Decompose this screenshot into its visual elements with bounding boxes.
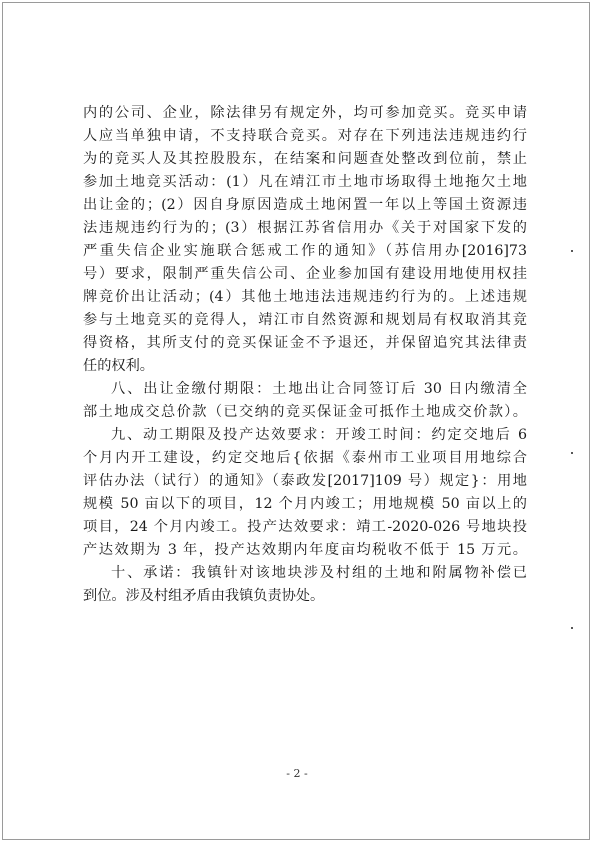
text-line: 参与土地竞买的竞得人，靖江市自然资源和规划局有权取消其竞 xyxy=(83,312,527,328)
text-line: 人应当单独申请，不支持联合竞买。对存在下列违法违规违约行 xyxy=(83,128,527,144)
text-line: 参加土地竞买活动：(1）凡在靖江市土地市场取得土地拖欠土地 xyxy=(83,174,527,190)
text-line: 部土地成交总价款（已交纳的竞买保证金可抵作土地成交价款）。 xyxy=(83,404,527,420)
text-line: 规模 50 亩以下的项目，12 个月内竣工；用地规模 50 亩以上的 xyxy=(83,496,527,512)
scan-speck xyxy=(571,627,573,629)
text-line: 评估办法（试行）的通知》（泰政发[2017]109 号）规定}：用地 xyxy=(83,473,527,489)
text-line: 出让金的；(2）因自身原因造成土地闲置一年以上等国土资源违 xyxy=(83,197,527,213)
text-line: 号）要求，限制严重失信公司、企业参加国有建设用地使用权挂 xyxy=(83,266,527,282)
section-10-heading-line: 十、承诺：我镇针对该地块涉及村组的土地和附属物补偿已 xyxy=(111,565,527,581)
text-line: 法违规违约行为的；(3）根据江苏省信用办《关于对国家下发的 xyxy=(83,220,527,236)
text-line: 个月内开工建设，约定交地后{依据《泰州市工业项目用地综合 xyxy=(83,450,527,466)
section-8-heading-line: 八、出让金缴付期限：土地出让合同签订后 30 日内缴清全 xyxy=(111,381,527,397)
scan-speck xyxy=(571,250,573,252)
page-number: - 2 - xyxy=(286,767,308,780)
text-line: 内的公司、企业，除法律另有规定外，均可参加竞买。竞买申请 xyxy=(83,105,527,121)
section-9-heading-line: 九、动工期限及投产达效要求：开竣工时间：约定交地后 6 xyxy=(111,427,527,443)
document-body xyxy=(83,102,527,608)
text-line: 严重失信企业实施联合惩戒工作的通知》（苏信用办[2016]73 xyxy=(83,243,527,259)
text-line: 为的竞买人及其控股股东，在结案和问题查处整改到位前，禁止 xyxy=(83,151,527,167)
text-line: 得资格，其所支付的竞买保证金不予退还，并保留追究其法律责 xyxy=(83,335,527,351)
text-line: 任的权利。 xyxy=(83,358,154,374)
scan-speck xyxy=(571,452,573,454)
text-line: 到位。涉及村组矛盾由我镇负责协处。 xyxy=(83,588,325,604)
text-line: 产达效期为 3 年，投产达效期内年度亩均税收不低于 15 万元。 xyxy=(83,542,527,558)
text-line: 项目，24 个月内竣工。投产达效要求：靖工-2020-026 号地块投 xyxy=(83,519,527,535)
text-line: 牌竞价出让活动；(4）其他土地违法违规违约行为的。上述违规 xyxy=(83,289,527,305)
